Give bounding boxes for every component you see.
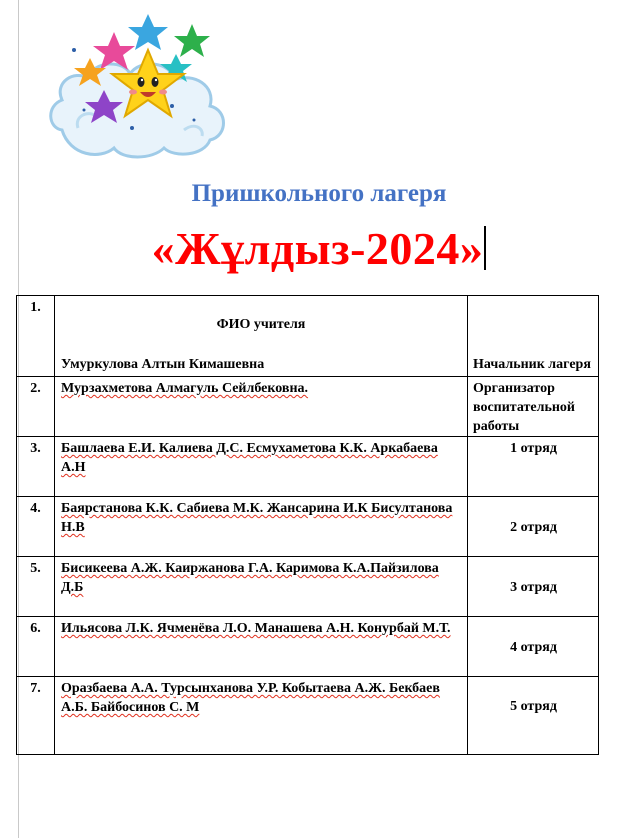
table-row: [17, 617, 599, 677]
teacher-names: Баярстанова К.К. Сабиева М.К. Жансарина И.К Бисултанова Н.В: [55, 497, 468, 557]
teacher-names: Оразбаева А.А. Турсынханова У.Р. Кобытаева А.Ж. Бекбаев А.Б. Байбосинов С. М: [55, 677, 468, 755]
role-cell: Начальник лагеря: [468, 296, 599, 377]
names-cell: [55, 296, 468, 377]
table-row: [17, 677, 599, 755]
table-row: [17, 296, 599, 377]
role-cell: 3 отряд: [468, 557, 599, 617]
role-cell: 5 отряд: [468, 677, 599, 755]
role-cell: Организатор воспитательной работы: [468, 377, 599, 437]
row-number: 4.: [17, 497, 55, 557]
teacher-names: Башлаева Е.И. Калиева Д.С. Есмухаметова К.К. Аркабаева А.Н: [55, 437, 468, 497]
row-number: 7.: [17, 677, 55, 755]
staff-table: [16, 295, 599, 755]
text-cursor: [484, 226, 486, 270]
row-number: 5.: [17, 557, 55, 617]
table-row: [17, 557, 599, 617]
camp-title: [0, 222, 638, 275]
role-cell: 2 отряд: [468, 497, 599, 557]
column-header-teacher: ФИО учителя: [216, 317, 306, 332]
camp-title-text: «Жұлдыз-2024»: [151, 223, 484, 274]
green-star: [174, 24, 210, 57]
teacher-names: Умуркулова Алтын Кимашевна: [61, 357, 265, 372]
table-row: [17, 437, 599, 497]
blue-star: [128, 14, 168, 50]
table-row: [17, 497, 599, 557]
row-number: 3.: [17, 437, 55, 497]
star-cloud-logo: [44, 10, 234, 166]
teacher-names: Мурзахметова Алмагуль Сейлбековна.: [55, 377, 468, 437]
role-cell: 4 отряд: [468, 617, 599, 677]
role-cell: 1 отряд: [468, 437, 599, 497]
camp-subtitle: Пришкольного лагеря: [191, 180, 447, 207]
table-row: [17, 377, 599, 437]
row-number: 2.: [17, 377, 55, 437]
teacher-names: Ильясова Л.К. Ячменёва Л.О. Манашева А.Н. Конурбай М.Т.: [55, 617, 468, 677]
row-number: 1.: [17, 296, 55, 377]
row-number: 6.: [17, 617, 55, 677]
teacher-names: Бисикеева А.Ж. Каиржанова Г.А. Каримова К.А.Пайзилова Д.Б: [55, 557, 468, 617]
